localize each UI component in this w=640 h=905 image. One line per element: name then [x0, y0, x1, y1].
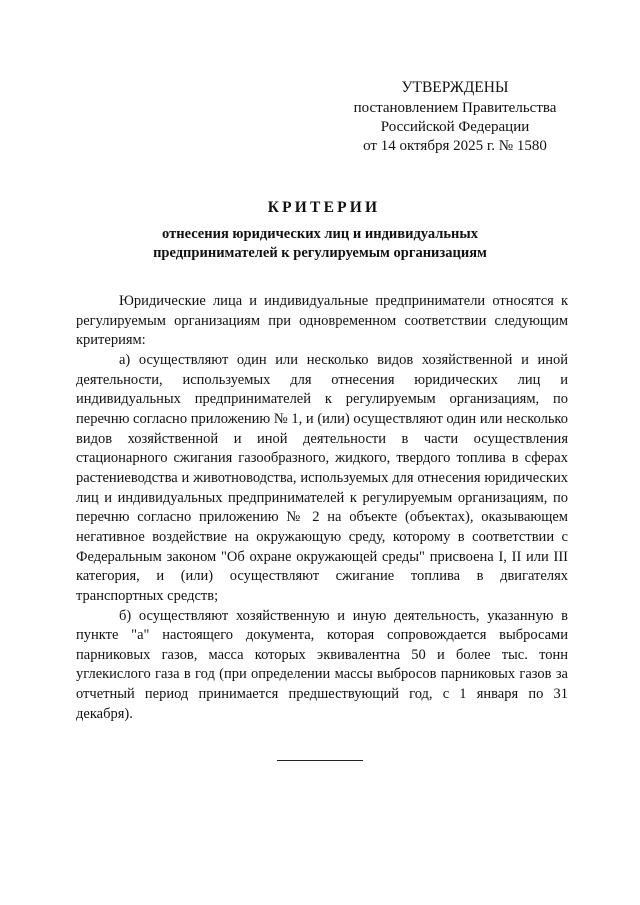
approval-line-2: Российской Федерации	[380, 119, 530, 135]
subtitle-line-1: отнесения юридических лиц и индивидуальных	[162, 226, 478, 242]
approval-line-1: постановлением Правительства	[353, 100, 557, 116]
approval-line-3: от 14 октября 2025 г. № 1580	[363, 138, 547, 154]
approval-heading: УТВЕРЖДЕНЫ	[401, 79, 509, 96]
intro-paragraph: Юридические лица и индивидуальные предприниматели относятся к регулируемым организациям при одновременном соответствии следующим критериям:	[76, 293, 568, 349]
approval-stamp	[335, 78, 575, 156]
criterion-b-paragraph: б) осуществляют хозяйственную и иную деятельность, указанную в пункте "а" настоящего документа, которая сопровождается выбросами парниковых газов, масса которых эквивалентна 50 и более тыс. тонн углекислого газа в год (при определении массы выбросов парниковых газов за отчетный период принимается предшествующий год, с 1 января по 31 декабря).	[76, 607, 568, 722]
document-subtitle	[60, 225, 580, 263]
document-title: КРИТЕРИИ	[267, 199, 381, 216]
document-body	[76, 292, 568, 724]
subtitle-line-2: предпринимателей к регулируемым организациям	[153, 245, 487, 261]
criterion-a-paragraph: а) осуществляют один или несколько видов хозяйственной и иной деятельности, используемых для отнесения юридических лиц и индивидуальных предпринимателей к регулируемым организациям, по перечню согласно приложению № 1, и (или) осуществляют один или несколько видов хозяйственной и иной деятельности в части осуществления стационарного сжигания газообразного, жидкого, твердого топлива в сферах растениеводства и животноводства, используемых для отнесения юридических лиц и индивидуальных предпринимателей к регулируемым организациям, по перечню согласно приложению № 2 на объекте (объектах), оказывающем негативное воздействие на окружающую среду, которому в соответствии с Федеральным законом "Об охране окружающей среды" присвоена I, II или III категория, и (или) осуществляют сжигание топлива в двигателях транспортных средств;	[76, 351, 568, 604]
end-divider	[277, 760, 363, 761]
